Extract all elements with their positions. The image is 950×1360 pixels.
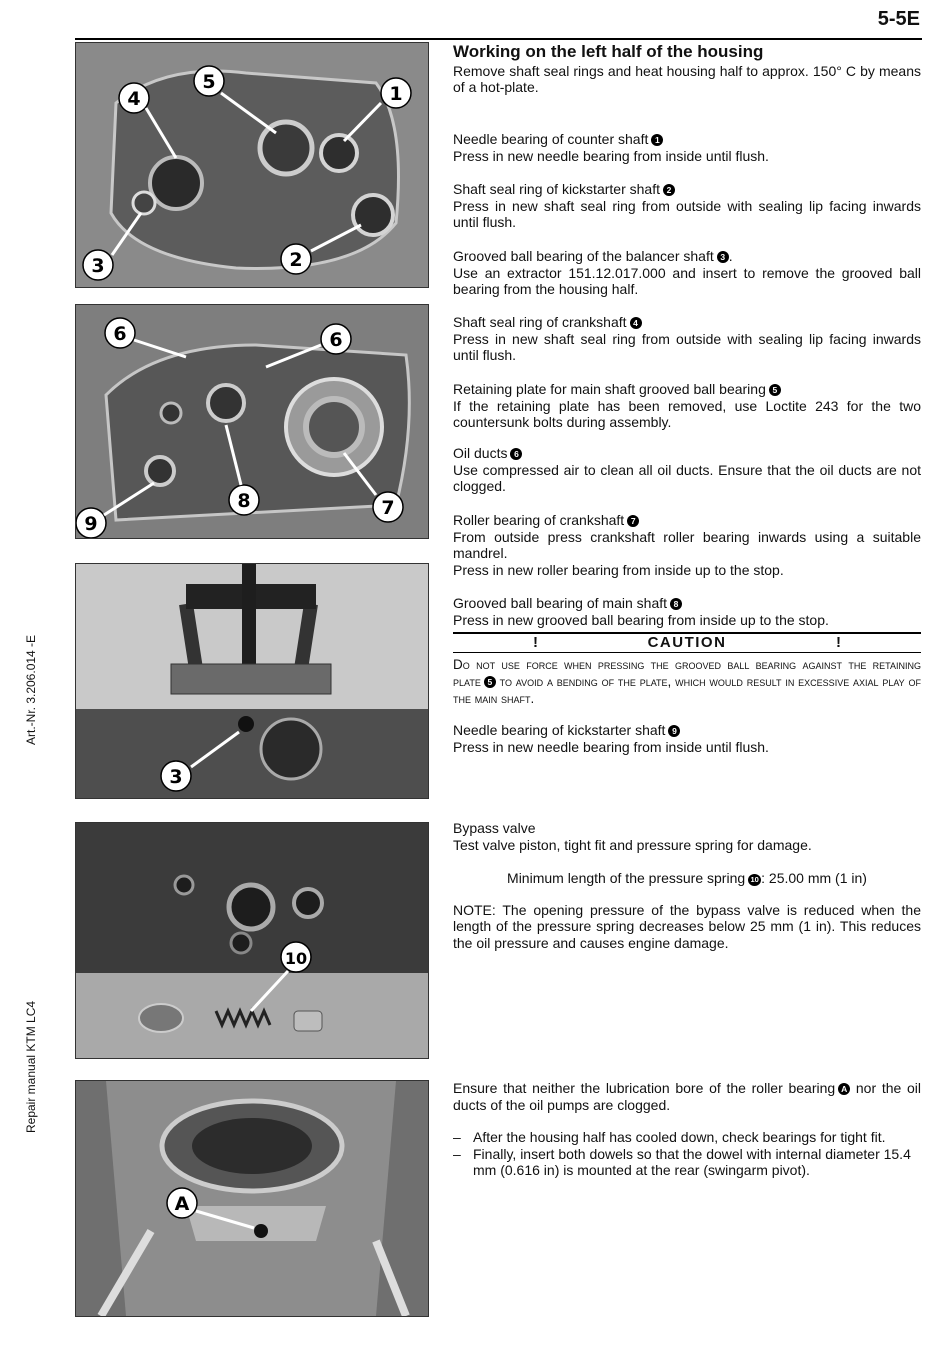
- callout-6b: 6: [329, 329, 343, 351]
- callout-2: 2: [289, 249, 303, 271]
- marker-5: 5: [484, 676, 496, 688]
- list-item: – Finally, insert both dowels so that the dowel with internal diameter 15.4 mm (0.616 in) is mounted at the rear (swingarm pivot).: [453, 1146, 921, 1179]
- callout-3: 3: [91, 255, 105, 277]
- caution-label: CAUTION: [647, 633, 727, 651]
- marker-4: 4: [630, 317, 642, 329]
- bypass-title: Bypass valve: [453, 820, 536, 836]
- bypass-valve-photo: [75, 822, 429, 1059]
- callout-10: 10: [284, 949, 308, 968]
- manual-title: Repair manual KTM LC4: [24, 1000, 38, 1133]
- caution-mark-left: !: [533, 633, 538, 651]
- header-rule: [75, 38, 922, 40]
- callout-6a: 6: [113, 323, 127, 345]
- marker-A: A: [838, 1083, 850, 1095]
- instructions-column: [453, 44, 921, 96]
- article-number: Art.-Nr. 3.206.014 -E: [24, 634, 38, 745]
- item-6: Oil ducts 6 Use compressed air to clean all oil ducts. Ensure that the oil ducts are not clogged.: [453, 445, 921, 494]
- marker-7: 7: [627, 515, 639, 527]
- callout-1: 1: [389, 83, 403, 105]
- page-number: 5-5E: [877, 8, 920, 30]
- item-8: Grooved ball bearing of main shaft 8 Press in new grooved ball bearing from inside up to the stop.: [453, 595, 829, 628]
- final-list: [453, 1129, 921, 1179]
- callout-3: 3: [169, 766, 183, 788]
- callout-5: 5: [202, 71, 216, 93]
- item-9: Needle bearing of kickstarter shaft 9 Press in new needle bearing from inside until flush.: [453, 722, 769, 755]
- housing-photo-2: [75, 304, 429, 539]
- bypass-note: NOTE: The opening pressure of the bypass valve is reduced when the length of the pressure spring decreases below 25 mm (1 in). This reduces the oil pressure and causes engine damage.: [453, 901, 921, 951]
- marker-3: 3: [717, 251, 729, 263]
- caution-box: [453, 632, 921, 707]
- callout-4: 4: [127, 88, 141, 110]
- marker-2: 2: [663, 184, 675, 196]
- intro-text: Remove shaft seal rings and heat housing half to approx. 150° C by means of a hot-plate.: [453, 62, 921, 95]
- item-3: Grooved ball bearing of the balancer shaft 3 . Use an extractor 151.12.017.000 and insert to remove the grooved ball bearing from the housing half.: [453, 248, 921, 297]
- callout-8: 8: [237, 490, 251, 512]
- callout-A: A: [174, 1193, 190, 1215]
- marker-9: 9: [668, 725, 680, 737]
- roller-bearing-photo: [75, 1080, 429, 1317]
- list-item: – After the housing half has cooled down, check bearings for tight fit.: [453, 1129, 921, 1146]
- item-2: Shaft seal ring of kickstarter shaft 2 Press in new shaft seal ring from outside with sealing lip facing inwards until flush.: [453, 181, 921, 230]
- spring-spec: Minimum length of the pressure spring 10 : 25.00 mm (1 in): [507, 870, 867, 886]
- callout-9: 9: [84, 513, 98, 535]
- housing-photo-1: [75, 42, 429, 288]
- callout-7: 7: [381, 497, 395, 519]
- caution-mark-right: !: [835, 633, 841, 651]
- bypass-section: Bypass valve Test valve piston, tight fit and pressure spring for damage. Minimum length of the pressure spring 10 : 25.00 mm (1 in) NOTE: The opening pressure of the bypass valve is reduced when the length of the pressure spring decreases below 25 mm (1 in). This reduces the oil pressure and causes engine damage.: [453, 820, 921, 951]
- final-section: [453, 1080, 921, 1179]
- item-1: Needle bearing of counter shaft 1 Press in new needle bearing from inside until flush.: [453, 131, 769, 164]
- extractor-photo: [75, 563, 429, 799]
- item-4: Shaft seal ring of crankshaft 4 Press in new shaft seal ring from outside with sealing lip facing inwards until flush.: [453, 314, 921, 363]
- marker-1: 1: [651, 134, 663, 146]
- caution-text: Do not use force when pressing the grooved ball bearing against the retaining plate 5 to avoid a bending of the plate, which would result in excessive axial play of the main shaft.: [453, 657, 921, 706]
- marker-10: 10: [748, 874, 761, 886]
- section-title: Working on the left half of the housing: [453, 42, 764, 61]
- marker-5: 5: [769, 384, 781, 396]
- item-5: Retaining plate for main shaft grooved ball bearing 5 If the retaining plate has been removed, use Loctite 243 for the two countersunk bolts during assembly.: [453, 381, 921, 430]
- item-7: Roller bearing of crankshaft 7 From outside press crankshaft roller bearing inwards using a suitable mandrel. Press in new roller bearing from inside up to the stop.: [453, 512, 921, 578]
- marker-6: 6: [510, 448, 522, 460]
- final-text: Ensure that neither the lubrication bore of the roller bearing A nor the oil ducts of the oil pumps are clogged.: [453, 1080, 922, 1113]
- marker-8: 8: [670, 598, 682, 610]
